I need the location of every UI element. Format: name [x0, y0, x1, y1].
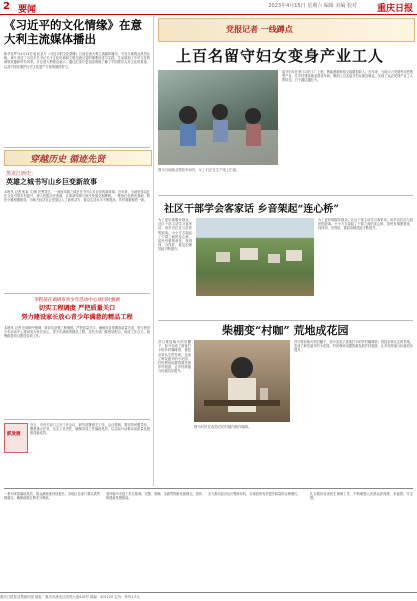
divider	[158, 320, 413, 321]
divider	[4, 147, 150, 148]
culture-body: 本报讯 记者 张某 文/图 在黑龙江，一座座英雄之城正在书写山乡巨变的新故事。近年来，当地坚持以红色文化引领乡村振兴，深入挖掘历史资源，让革命传统与现代发展交相辉映。一批批红色教育基地、特色小镇相继建成，为地方经济社会发展注入了新的活力，群众生活水平不断提高，乡村面貌焕然一新。	[4, 190, 150, 203]
feature-banner-title: 党报记者 一线蹲点	[226, 25, 293, 34]
factory-photo	[158, 70, 278, 165]
feature-headline-2: 社区干部学会客家话 乡音架起“连心桥”	[164, 204, 339, 215]
culture-headline: 英雄之城书写山乡巨变新故事	[6, 178, 97, 186]
column-divider	[153, 16, 154, 486]
lead-body: 新华社罗马4月14日电 纪录片《习近平的文化情缘》日前在意大利主流媒体播出，引发当地观众热烈反响。该片讲述了习近平总书记关于文化传承和文明交流互鉴的重要论述与实践，生动展现了中华文化的深厚底蕴和时代风采。多位意大利观众表示，通过纪录片更加直观地了解了中国领导人对文化的重视，以及中国在保护历史文化遗产方面所做的努力。	[4, 52, 150, 69]
section-label: 要闻	[18, 5, 37, 15]
bottom-divider	[4, 488, 413, 489]
culture-banner-title: 穿越历史 循迹先贤	[30, 155, 106, 165]
divider	[158, 195, 413, 196]
divider	[4, 293, 150, 294]
lower-left-tag: 抓发展	[7, 432, 21, 437]
bottom-col-1: 一系列举措落地见效，群众满意度持续提升。各地区各部门要认真贯彻落实，确保政策红利充分释放。	[4, 492, 100, 501]
feature-body-2a: 为了更好地服务群众，社区干部主动学习客家话，用乡音拉近与居民的距离。小小方言架起了干群之间的连心桥，居民有事愿意找、找得到、办得好，基层治理效能不断提升。	[158, 218, 192, 252]
bottom-col-2: 坚持稳中求进工作总基调，完整、准确、全面贯彻新发展理念，加快构建新发展格局。	[106, 492, 202, 501]
feature-headline-3: 柴棚变“村咖” 荒地成花园	[222, 324, 349, 337]
page-number: 2	[3, 1, 10, 12]
mid-kicker: 李程前在调研市青少年活动中心项目时强调	[34, 298, 120, 303]
page-meta: 2023年4月15日 星期六 编辑 美编 校对	[268, 3, 357, 9]
lower-left-body: 近日，市有关部门召开工作会议，研究部署相关工作。会议强调，要坚持问题导向，聚焦重点任务，压实工作责任，确保各项工作落地见效，以实际行动推动高质量发展取得新成效。	[30, 423, 150, 436]
mid-headline: 切实工程调度 严把质量关口	[38, 305, 116, 312]
village-photo	[196, 218, 314, 296]
mid-subheadline: 努力建设家长放心青少年满意的精品工程	[21, 314, 133, 321]
bottom-col-4: 扎实做好各项民生保障工作，不断增强人民群众获得感、幸福感、安全感。	[310, 492, 413, 501]
paper-logo: 重庆日报	[376, 4, 413, 14]
feature-body-3a: 昔日堆放柴火的旧棚子，如今变成了游客打卡的乡村咖啡馆；曾经杂草丛生的荒地，变成了鲜花盛开的小花园。村民利用闲置资源发展乡村旅游，让乡村颜值与价值同步提升。	[158, 340, 191, 374]
page-footer: 重庆日报报业集团出版 地址：重庆市渝北区同茂大道416号 邮编：401120 定价：每份1.5元	[0, 592, 417, 601]
mid-body: 本报讯 记者 在调研中强调，要切实加强工程调度，严把质量关口，确保项目按期高质量完成，努力把青少年活动中心建设成为家长放心、青少年满意的精品工程。各有关部门要密切配合，形成工作合力，统筹推进项目建设各项工作。	[4, 326, 150, 339]
bottom-col-3: 全力推动经济运行整体好转，实现质的有效提升和量的合理增长。	[208, 492, 301, 496]
photo-caption-1: 图为当地就业帮扶车间内，女工们正在生产线上忙碌。	[158, 168, 240, 172]
culture-kicker: 黑龙江画史：	[6, 171, 37, 177]
cafe-photo	[194, 340, 290, 422]
feature-headline-1: 上百名留守妇女变身产业工人	[176, 47, 385, 65]
lower-left-tag-box	[4, 423, 28, 453]
divider	[4, 419, 150, 420]
village-photo-art	[196, 218, 314, 296]
cafe-photo-art	[194, 340, 290, 422]
feature-body-3b: 昔日堆放柴火的旧棚子，如今变成了游客打卡的乡村咖啡馆；曾经杂草丛生的荒地，变成了鲜花盛开的小花园。村民利用闲置资源发展乡村旅游，让乡村颜值与价值同步提升。	[294, 340, 413, 353]
lead-headline: 《习近平的文化情缘》在意大利主流媒体播出	[4, 18, 142, 46]
feature-body-1: 留守妇女在家门口的工厂上班，既能照顾家庭又能增加收入。近年来，当地大力发展劳动密集型产业，在乡村建设就业帮扶车间，吸纳上百名留守妇女就近就业，实现了从农民到产业工人的转变，日子越过越红火。	[282, 70, 413, 83]
factory-photo-art	[158, 70, 278, 165]
photo-caption-2: 图为村民在改造后的村咖内制作咖啡。	[194, 425, 252, 429]
feature-body-2b: 为了更好地服务群众，社区干部主动学习客家话，用乡音拉近与居民的距离。小小方言架起了干群之间的连心桥，居民有事愿意找、找得到、办得好，基层治理效能不断提升。	[318, 218, 413, 231]
